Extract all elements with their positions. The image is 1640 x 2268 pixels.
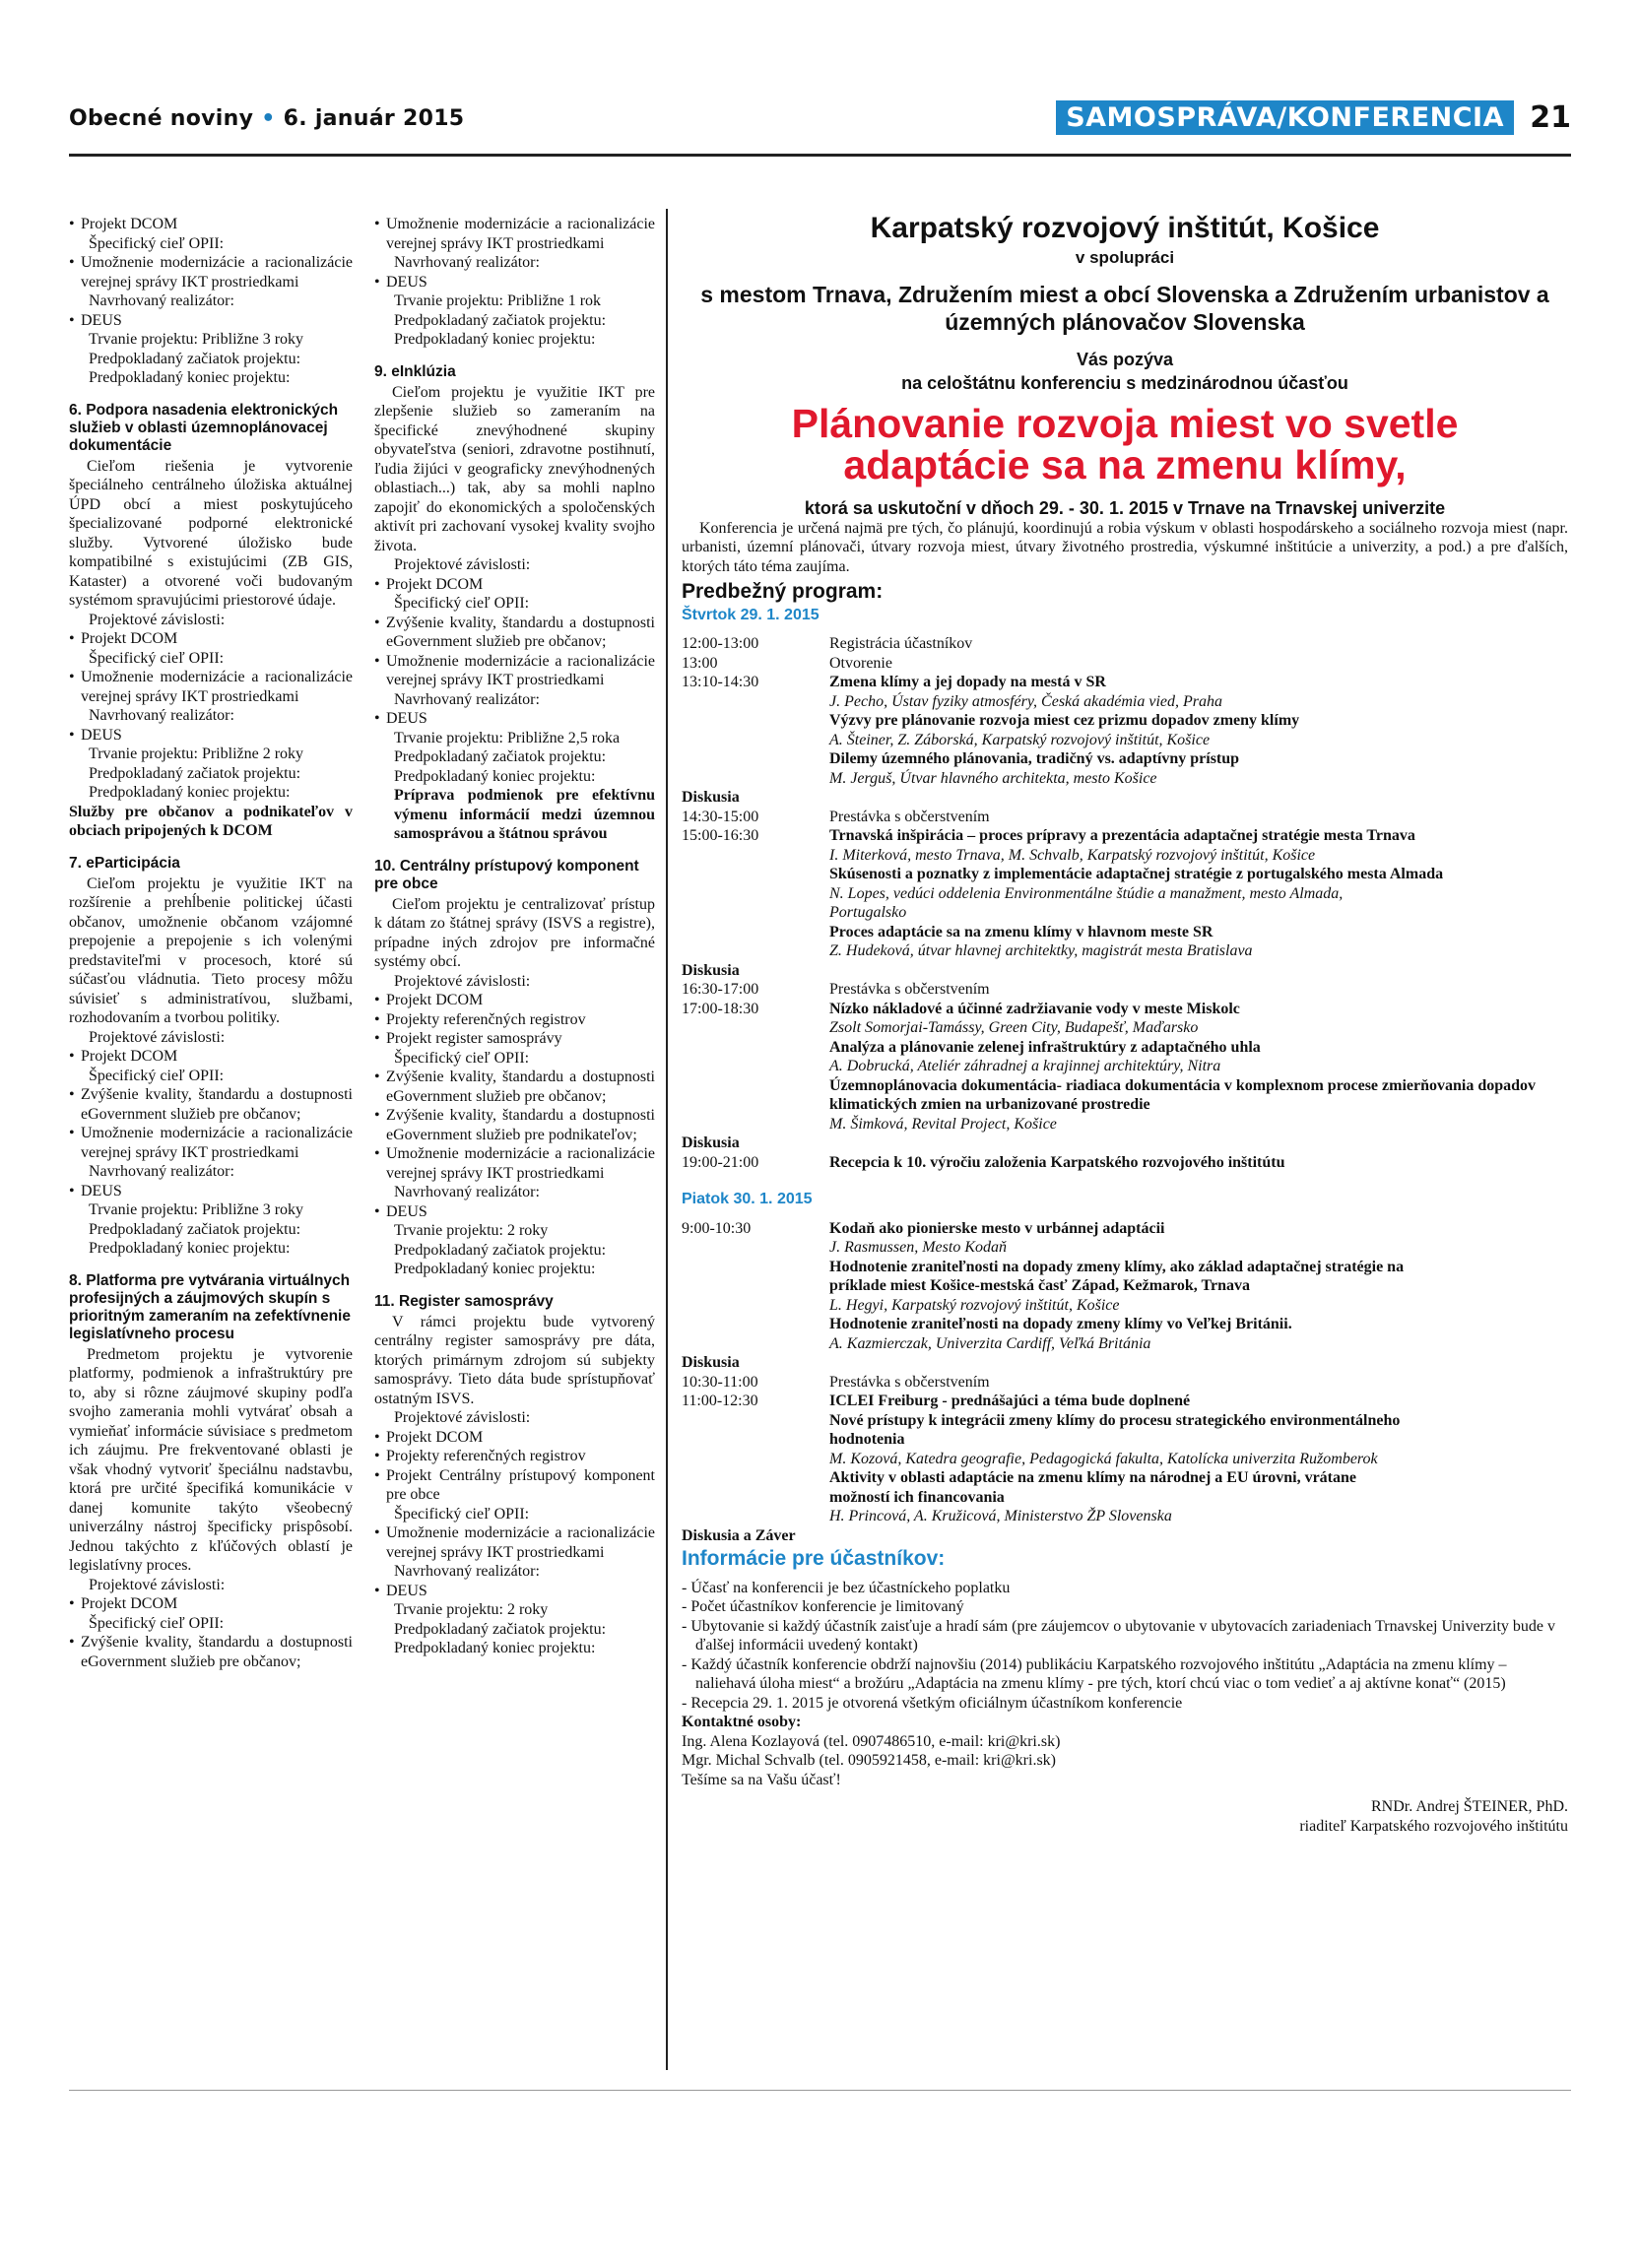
program-row: Aktivity v oblasti adaptácie na zmenu klímy na národnej a EU úrovni, vrátane možností ich financovania <box>829 1469 1357 1506</box>
page-header <box>69 97 1571 157</box>
list-item: Špecifický cieľ OPII: <box>89 1614 225 1632</box>
list-item: Predpokladaný začiatok projektu: <box>394 748 607 765</box>
program-row: Územnoplánovacia dokumentácia- riadiaca dokumentácia v komplexnom procese zmierňovania dopadov klimatických zmien na urbanizované prostredie <box>829 1076 1537 1113</box>
list-item: • Projekt DCOM <box>374 575 484 593</box>
day-heading: Piatok 30. 1. 2015 <box>682 1191 813 1207</box>
bold-note: Služby pre občanov a podnikateľov v obciach pripojených k DCOM <box>69 803 353 839</box>
list-item: • Umožnenie modernizácie a racionalizácie verejnej správy IKT prostriedkami <box>374 216 655 252</box>
program-row: 14:30-15:00 Prestávka s občerstvením <box>682 808 990 825</box>
conference-type-line: na celoštátnu konferenciu s medzinárodnou účasťou <box>901 373 1348 393</box>
list-item: Predpokladaný začiatok projektu: <box>89 1220 301 1238</box>
info-heading: Informácie pre účastníkov: <box>682 1547 946 1570</box>
page-number: 21 <box>1530 100 1571 135</box>
list-item: Špecifický cieľ OPII: <box>394 1049 530 1067</box>
list-item: • DEUS <box>374 273 427 291</box>
program-row: Výzvy pre plánovanie rozvoja miest cez prizmu dopadov zmeny klímy <box>829 712 1300 729</box>
conference-title-line-1: Plánovanie rozvoja miest vo svetle <box>791 401 1459 446</box>
list-item: • Zvýšenie kvality, štandardu a dostupnosti eGovernment služieb pre podnikateľov; <box>374 1107 655 1143</box>
list-item: Navrhovaný realizátor: <box>89 1163 234 1180</box>
list-item: Predpokladaný začiatok projektu: <box>89 764 301 782</box>
list-item: • DEUS <box>374 1582 427 1599</box>
article-column-1 <box>69 215 353 1671</box>
list-item: Projektové závislosti: <box>394 556 531 573</box>
paper-name: Obecné noviny <box>69 106 254 131</box>
program-row: 11:00-12:30 ICLEI Freiburg - prednášajúci a téma bude doplnené <box>682 1393 1191 1409</box>
intro-paragraph: Konferencia je určená najmä pre tých, čo plánujú, koordinujú a robia výskum v oblasti hospodárskeho a sociálneho rozvoja miest (napr. urbanisti, územní plánovači, útvary rozvoja miest, útvary životného prostredia, výskumné inštitúcie a univerzity, a pod.) a pre ďalších, ktorých táto téma zaujíma. <box>682 519 1568 575</box>
list-item: Navrhovaný realizátor: <box>89 292 234 309</box>
list-item: Projektové závislosti: <box>89 1576 226 1593</box>
conference-invitation <box>682 212 1568 1836</box>
conference-title <box>682 403 1568 486</box>
info-item: - Každý účastník konferencie obdrží najnovšiu (2014) publikáciu Karpatského rozvojového inštitútu „Adaptácia na zmenu klímy – naliehavá úloha miest“ a brožúru „Adaptácia na zmenu klímy - pre tých, ktorí chcú viac o tom vedieť a aj aktívne konať“ (2015) <box>682 1655 1507 1692</box>
list-item: • DEUS <box>69 311 122 329</box>
list-item: Trvanie projektu: Približne 2 roky <box>89 745 304 762</box>
program-row: I. Miterková, mesto Trnava, M. Schvalb, Karpatský rozvojový inštitút, Košice <box>829 846 1316 864</box>
program-row: M. Šimková, Revital Project, Košice <box>829 1115 1057 1133</box>
list-item: Predpokladaný koniec projektu: <box>394 1640 596 1656</box>
list-item: Navrhovaný realizátor: <box>394 254 540 271</box>
discussion-label: Diskusia <box>682 789 740 806</box>
info-item: - Ubytovanie si každý účastník zaisťuje a hradí sám (pre záujemcov o ubytovanie v ubytovacích zariadeniach Trnavskej Univerzity bude v ďalšej informácii uvedený kontakt) <box>682 1617 1555 1653</box>
list-item: Predpokladaný koniec projektu: <box>394 767 596 785</box>
list-item: • Umožnenie modernizácie a racionalizácie verejnej správy IKT prostriedkami <box>374 1145 655 1182</box>
program-row: Hodnotenie zraniteľnosti na dopady zmeny klímy, ako základ adaptačnej stratégie na príklade miest Košice-mestská časť Západ, Kežmarok, Trnava <box>829 1258 1405 1294</box>
final-discussion-label: Diskusia a Záver <box>682 1526 796 1544</box>
list-item: Predpokladaný koniec projektu: <box>394 331 596 348</box>
section-rubric: SAMOSPRÁVA/KONFERENCIA <box>1056 100 1514 135</box>
list-item: • Projekty referenčných registrov <box>374 1448 586 1464</box>
section-heading: 11. Register samosprávy <box>374 1292 554 1310</box>
section-heading: 10. Centrálny prístupový komponent pre obce <box>374 857 639 892</box>
program-row: M. Kozová, Katedra geografie, Pedagogická fakulta, Katolícka univerzita Ružomberok <box>829 1450 1378 1467</box>
list-item: • Projekty referenčných registrov <box>374 1010 586 1028</box>
list-item: • Umožnenie modernizácie a racionalizácie verejnej správy IKT prostriedkami <box>69 1125 353 1161</box>
program-row: 12:00-13:00 Registrácia účastníkov <box>682 635 973 652</box>
program-row: A. Kazmierczak, Univerzita Cardiff, Veľká Británia <box>829 1334 1151 1352</box>
list-item: • Projekt DCOM <box>69 1595 178 1612</box>
section-body: Cieľom projektu je využitie IKT pre zlepšenie služieb so zameraním na špecifické znevýhodnené skupiny obyvateľstva (seniori, zdravotne postihnutí, ľudia žijúci v geograficky znevýhodnených oblastiach...) tak, aby sa mohli naplno zapojiť do ekonomických a spoločenských aktivít pri zachovaní vysokej kvality svojho života. <box>374 383 655 554</box>
list-item: • DEUS <box>69 726 122 744</box>
list-item: Trvanie projektu: 2 roky <box>394 1601 549 1618</box>
list-item: • Zvýšenie kvality, štandardu a dostupnosti eGovernment služieb pre občanov; <box>374 1069 655 1105</box>
list-item: • DEUS <box>69 1182 122 1199</box>
list-item: Projektové závislosti: <box>89 611 226 628</box>
separator-dot: • <box>261 106 276 131</box>
signature-name: RNDr. Andrej ŠTEINER, PhD. <box>1371 1798 1568 1815</box>
list-item: • DEUS <box>374 710 427 727</box>
program-row: J. Rasmussen, Mesto Kodaň <box>829 1239 1007 1256</box>
list-item: Projektové závislosti: <box>89 1028 226 1046</box>
list-item: Predpokladaný začiatok projektu: <box>394 1241 607 1259</box>
list-item: Trvanie projektu: Približne 3 roky <box>89 1201 304 1218</box>
section-body: Cieľom projektu je centralizovať prístup k dátam zo štátnej správy (ISVS a registre), prípadne iných zdrojov pre informačné systémy obcí. <box>374 895 655 970</box>
program-row: N. Lopes, vedúci oddelenia Environmentálne štúdie a manažment, mesto Almada, Portugalsko <box>829 884 1344 921</box>
program-row: 13:10-14:30 Zmena klímy a jej dopady na mestá v SR <box>682 674 1106 690</box>
list-item: Trvanie projektu: Približne 1 rok <box>394 292 602 309</box>
list-item: • DEUS <box>374 1202 427 1220</box>
list-item: • Umožnenie modernizácie a racionalizácie verejnej správy IKT prostriedkami <box>374 1524 655 1561</box>
list-item: Špecifický cieľ OPII: <box>89 234 225 252</box>
list-item: • Umožnenie modernizácie a racionalizácie verejnej správy IKT prostriedkami <box>69 669 353 705</box>
invites-line: Vás pozýva <box>1076 350 1174 369</box>
program-row: Hodnotenie zraniteľnosti na dopady zmeny klímy vo Veľkej Británii. <box>829 1316 1292 1332</box>
info-item: - Počet účastníkov konferencie je limitovaný <box>682 1598 964 1615</box>
section-heading: 8. Platforma pre vytvárania virtuálnych profesijných a záujmových skupín s prioritným zameraním na zefektívnenie legislatívneho procesu <box>69 1271 351 1342</box>
column-divider <box>666 209 668 2070</box>
list-item: Predpokladaný začiatok projektu: <box>394 311 607 329</box>
list-item: Trvanie projektu: 2 roky <box>394 1222 549 1239</box>
list-item: Predpokladaný začiatok projektu: <box>394 1620 607 1638</box>
list-item: • Zvýšenie kvality, štandardu a dostupnosti eGovernment služieb pre občanov; <box>69 1086 353 1123</box>
list-item: Navrhovaný realizátor: <box>394 690 540 708</box>
contact-person: Mgr. Michal Schvalb (tel. 0905921458, e-mail: kri@kri.sk) <box>682 1752 1057 1769</box>
program-row: 13:00 Otvorenie <box>682 654 892 672</box>
list-item: Predpokladaný koniec projektu: <box>89 1240 291 1257</box>
program-row: Z. Hudeková, útvar hlavnej architektky, magistrát mesta Bratislava <box>829 942 1253 959</box>
list-item: Predpokladaný koniec projektu: <box>394 1261 596 1277</box>
article-column-2 <box>374 215 655 1658</box>
section-body: V rámci projektu bude vytvorený centrálny register samosprávy pre dáta, ktorých primárnym zdrojom sú subjekty samosprávy. Tieto dáta bude sprístupňovať ostatným ISVS. <box>374 1313 655 1407</box>
closing-line: Tešíme sa na Vašu účasť! <box>682 1771 841 1788</box>
list-item: • Projekt DCOM <box>69 630 178 647</box>
list-item: • Zvýšenie kvality, štandardu a dostupnosti eGovernment služieb pre občanov; <box>69 1634 353 1670</box>
list-item: • Zvýšenie kvality, štandardu a dostupnosti eGovernment služieb pre občanov; <box>374 614 655 650</box>
day-heading: Štvrtok 29. 1. 2015 <box>682 606 820 623</box>
program-row: 9:00-10:30 Kodaň ako pionierske mesto v urbánnej adaptácii <box>682 1219 1165 1237</box>
list-item: Trvanie projektu: Približne 2,5 roka <box>394 729 621 746</box>
list-item: • Umožnenie modernizácie a racionalizácie verejnej správy IKT prostriedkami <box>69 254 353 291</box>
list-item: Špecifický cieľ OPII: <box>394 1505 530 1523</box>
program-row: 16:30-17:00 Prestávka s občerstvením <box>682 981 990 998</box>
program-row: L. Hegyi, Karpatský rozvojový inštitút, Košice <box>829 1296 1120 1314</box>
list-item: • Projekt register samosprávy <box>374 1030 562 1047</box>
section-heading: 7. eParticipácia <box>69 854 180 872</box>
organizer-name: Karpatský rozvojový inštitút, Košice <box>870 212 1380 244</box>
list-item: Navrhovaný realizátor: <box>394 1184 540 1200</box>
list-item: Predpokladaný koniec projektu: <box>89 369 291 386</box>
program-row: M. Jerguš, Útvar hlavného architekta, mesto Košice <box>829 769 1157 787</box>
program-row: J. Pecho, Ústav fyziky atmosféry, Česká akadémia vied, Praha <box>829 692 1222 710</box>
list-item: Predpokladaný začiatok projektu: <box>89 350 301 367</box>
list-item: • Projekt DCOM <box>374 1428 484 1446</box>
program-row: A. Šteiner, Z. Záborská, Karpatský rozvojový inštitút, Košice <box>829 731 1211 748</box>
list-item: • Projekt Centrálny prístupový komponent pre obce <box>374 1466 655 1503</box>
bold-note: Príprava podmienok pre efektívnu výmenu informácií medzi územnou samosprávou a štátnou správou <box>394 787 655 842</box>
program-row: Proces adaptácie sa na zmenu klímy v hlavnom meste SR <box>829 923 1214 940</box>
info-item: - Recepcia 29. 1. 2015 je otvorená všetkým oficiálnym účastníkom konferencie <box>682 1694 1183 1712</box>
issue-date: 6. január 2015 <box>283 106 465 131</box>
list-item: Špecifický cieľ OPII: <box>89 649 225 667</box>
program-row: 10:30-11:00 Prestávka s občerstvením <box>682 1373 990 1391</box>
list-item: Predpokladaný koniec projektu: <box>89 784 291 801</box>
partners-line: s mestom Trnava, Združením miest a obcí Slovenska a Združením urbanistov a územných plánovačov Slovenska <box>700 282 1549 335</box>
list-item: • Umožnenie modernizácie a racionalizácie verejnej správy IKT prostriedkami <box>374 652 655 688</box>
list-item: Špecifický cieľ OPII: <box>394 595 530 612</box>
list-item: • Projekt DCOM <box>69 1048 178 1065</box>
program-row: Zsolt Somorjai-Tamássy, Green City, Budapešť, Maďarsko <box>829 1019 1199 1036</box>
discussion-label: Diskusia <box>682 1134 740 1151</box>
section-body: Predmetom projektu je vytvorenie platformy, podmienok a infraštruktúry pre to, aby si rôzne záujmové skupiny podľa svojho zamerania mohli vytvárať obsah a vymieňať informácie súvisiace s predmetom ich záujmu. Pre frekventované oblasti je však vhodný vytvoriť špeciálnu nadstavbu, ktorá pre určité špecifiká komunikácie v danej komunite takýto všeobecný univerzálny nástroj špecificky prispôsobí. Jednou takýchto z kľúčových oblastí je legislatívny proces. <box>69 1345 353 1574</box>
section-body: Cieľom riešenia je vytvorenie špeciálneho centrálneho úložiska aktuálnej ÚPD obcí a miest poskytujúceho špecializované podporné elektronické služby. Vytvorené úložisko bude kompatibilné s existujúcimi (ZB GIS, Kataster) a otvorené voči budovaným systémom spravujúcimi priestorové údaje. <box>69 457 353 609</box>
list-item: • Projekt DCOM <box>69 216 178 232</box>
list-item: Trvanie projektu: Približne 3 roky <box>89 331 304 348</box>
conference-title-line-2: adaptácie sa na zmenu klímy, <box>843 442 1407 487</box>
program-row: Analýza a plánovanie zelenej infraštruktúry z adaptačného uhla <box>829 1038 1261 1056</box>
discussion-label: Diskusia <box>682 1354 740 1371</box>
cooperation-line: v spolupráci <box>1075 247 1175 267</box>
section-body: Cieľom projektu je využitie IKT na rozšírenie a prehĺbenie politickej účasti občanov, umožnenie občanom vzájomné prepojenie a prepojenie s ich volenými predstaviteľmi v procesoch, ktoré sú súčasťou vládnutia. Tieto procesy môžu súvisieť s administratívou, službami, rozhodovaním a tvorbou politiky. <box>69 875 353 1026</box>
program-row: Dilemy územného plánovania, tradičný vs. adaptívny prístup <box>829 750 1240 767</box>
section-heading: 6. Podpora nasadenia elektronických služieb v oblasti územnoplánovacej dokumentácie <box>69 401 339 454</box>
program-row: A. Dobrucká, Ateliér záhradnej a krajinnej architektúry, Nitra <box>829 1058 1221 1074</box>
contacts-heading: Kontaktné osoby: <box>682 1714 802 1730</box>
program-heading: Predbežný program: <box>682 580 884 603</box>
section-heading: 9. eInklúzia <box>374 362 456 380</box>
masthead <box>69 106 464 131</box>
program-row: 15:00-16:30 Trnavská inšpirácia – proces prípravy a prezentácia adaptačnej stratégie mesta Trnava <box>682 827 1415 844</box>
list-item: Špecifický cieľ OPII: <box>89 1067 225 1084</box>
list-item: • Projekt DCOM <box>374 992 484 1008</box>
list-item: Navrhovaný realizátor: <box>89 707 234 724</box>
program-row: 17:00-18:30 Nízko nákladové a účinné zadržiavanie vody v meste Miskolc <box>682 1000 1240 1017</box>
program-row: H. Princová, A. Kružicová, Ministerstvo ŽP Slovenska <box>829 1508 1172 1524</box>
program-row: 19:00-21:00 Recepcia k 10. výročiu založenia Karpatského rozvojového inštitútu <box>682 1153 1285 1171</box>
signature-title: riaditeľ Karpatského rozvojového inštitútu <box>1299 1817 1568 1835</box>
bottom-rule <box>69 2090 1571 2091</box>
conference-dates: ktorá sa uskutoční v dňoch 29. - 30. 1. 2015 v Trnave na Trnavskej univerzite <box>804 498 1446 518</box>
list-item: Projektové závislosti: <box>394 972 531 990</box>
info-item: - Účasť na konferencii je bez účastníckeho poplatku <box>682 1579 1011 1596</box>
program-row: Nové prístupy k integrácii zmeny klímy do procesu strategického environmentálneho hodnotenia <box>829 1411 1401 1448</box>
list-item: Projektové závislosti: <box>394 1409 531 1426</box>
contact-person: Ing. Alena Kozlayová (tel. 0907486510, e-mail: kri@kri.sk) <box>682 1732 1061 1750</box>
list-item: Navrhovaný realizátor: <box>394 1563 540 1580</box>
discussion-label: Diskusia <box>682 961 740 979</box>
program-row: Skúsenosti a poznatky z implementácie adaptačnej stratégie z portugalského mesta Almada <box>829 866 1444 882</box>
